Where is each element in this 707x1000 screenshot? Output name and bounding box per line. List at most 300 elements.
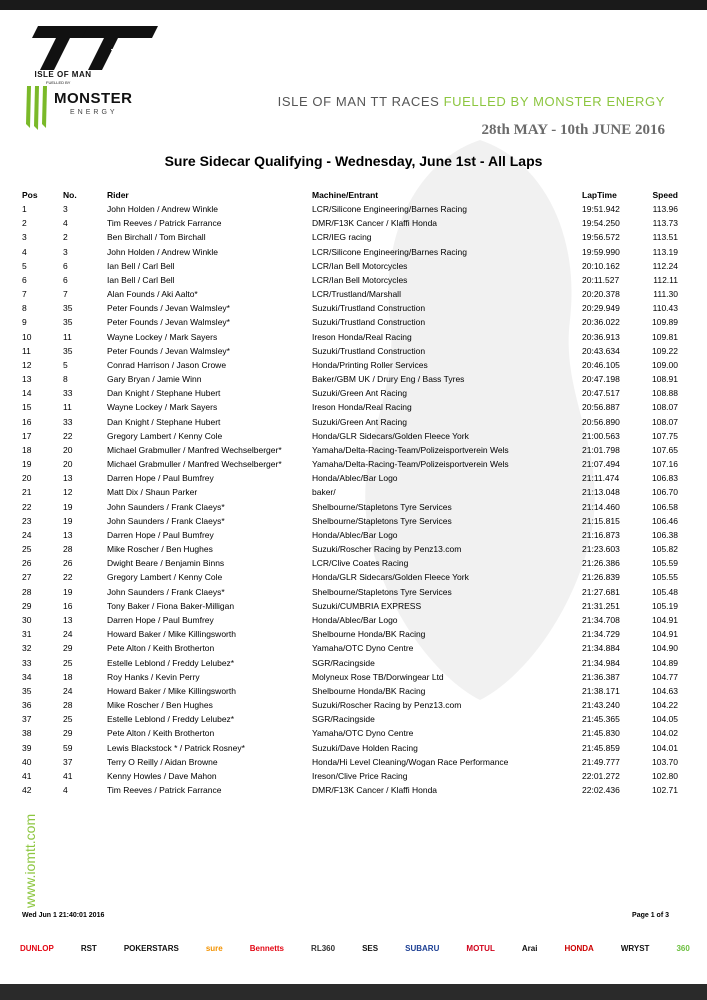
cell-speed: 105.82 [652,544,678,555]
monster-claw-icon [24,84,50,130]
cell-speed: 102.71 [652,785,678,796]
cell-rider: Gary Bryan / Jamie Winn [107,374,202,385]
table-row [0,443,707,457]
cell-pos: 10 [22,331,32,342]
col-header-pos: Pos [22,190,38,200]
cell-rider: Terry O Reilly / Aidan Browne [107,756,218,767]
cell-laptime: 21:38.171 [582,685,620,696]
cell-laptime: 21:11.474 [582,473,620,484]
sponsor-logo: HONDA [564,943,594,953]
table-row [0,386,707,400]
cell-speed: 111.30 [653,289,678,300]
table-row [0,712,707,726]
cell-pos: 7 [22,289,27,300]
cell-machine: LCR/Silicone Engineering/Barnes Racing [312,204,467,214]
cell-number: 5 [63,359,68,370]
cell-speed: 109.81 [652,331,678,342]
cell-pos: 21 [22,487,32,498]
sponsor-logo: 360 [676,943,690,953]
cell-laptime: 21:07.494 [582,459,620,470]
cell-number: 20 [63,459,73,470]
cell-laptime: 20:20.378 [582,289,620,300]
cell-laptime: 21:49.777 [582,756,620,767]
cell-pos: 8 [22,303,27,314]
cell-rider: John Saunders / Frank Claeys* [107,586,225,597]
cell-machine: LCR/Silicone Engineering/Barnes Racing [312,246,467,257]
cell-speed: 109.22 [652,345,678,356]
cell-number: 13 [63,529,73,540]
cell-rider: Darren Hope / Paul Bumfrey [107,529,214,540]
table-row [0,216,707,230]
cell-speed: 106.70 [652,487,678,498]
cell-machine: baker/ [312,487,336,498]
cell-rider: Roy Hanks / Kevin Perry [107,671,200,682]
cell-pos: 30 [22,614,32,625]
website-url: www.iomtt.com [22,813,38,908]
isle-of-man-label: ISLE OF MAN [34,70,92,79]
cell-laptime: 20:10.162 [582,260,620,271]
cell-number: 13 [63,614,73,625]
cell-machine: Honda/GLR Sidecars/Golden Fleece York [312,572,469,583]
cell-number: 24 [63,685,73,696]
cell-machine: Suzuki/Roscher Racing by Penz13.com [312,700,462,711]
table-row [0,698,707,712]
sponsor-logo: RST [80,943,97,953]
table-row [0,542,707,556]
cell-laptime: 20:56.887 [582,402,620,413]
cell-rider: Estelle Leblond / Freddy Lelubez* [107,657,235,668]
cell-pos: 35 [22,685,32,696]
event-dates: 28th MAY - 10th JUNE 2016 [481,122,665,138]
cell-machine: Yamaha/Delta-Racing-Team/Polizeisportverein Wels [312,444,509,455]
cell-rider: Conrad Harrison / Jason Crowe [107,359,227,370]
cell-rider: John Holden / Andrew Winkle [107,204,219,214]
cell-pos: 40 [22,756,32,767]
cell-machine: Ireson Honda/Real Racing [312,331,412,342]
cell-rider: John Holden / Andrew Winkle [107,246,219,257]
col-header-machine: Machine/Entrant [312,190,379,200]
table-row [0,670,707,684]
cell-number: 4 [63,218,68,229]
cell-number: 41 [63,770,73,781]
cell-speed: 109.00 [652,359,678,370]
results-table [0,188,707,797]
cell-pos: 41 [22,770,32,781]
cell-laptime: 19:59.990 [582,246,620,257]
cell-number: 22 [63,572,73,583]
cell-pos: 18 [22,444,32,455]
cell-speed: 105.59 [652,558,678,569]
cell-pos: 26 [22,558,32,569]
cell-number: 25 [63,714,73,725]
cell-speed: 104.05 [652,714,678,725]
cell-rider: John Saunders / Frank Claeys* [107,501,225,512]
cell-laptime: 19:56.572 [582,232,620,243]
cell-machine: Suzuki/Green Ant Racing [312,388,407,399]
website-vertical-text [9,800,43,910]
cell-rider: Wayne Lockey / Mark Sayers [107,402,218,413]
cell-rider: Peter Founds / Jevan Walmsley* [107,303,230,314]
table-row [0,485,707,499]
cell-pos: 9 [22,317,27,328]
cell-machine: LCR/Ian Bell Motorcycles [312,274,408,285]
cell-speed: 104.77 [652,671,678,682]
footer-timestamp: Wed Jun 1 21:40:01 2016 [22,912,105,919]
cell-number: 29 [63,643,73,654]
table-row [0,500,707,514]
table-row [0,400,707,414]
table-row [0,726,707,740]
cell-pos: 24 [22,529,32,540]
table-row [0,202,707,216]
cell-pos: 2 [22,218,27,229]
cell-number: 33 [63,388,73,399]
cell-number: 35 [63,317,73,328]
cell-rider: Howard Baker / Mike Killingsworth [107,629,236,640]
cell-rider: Pete Alton / Keith Brotherton [107,728,215,739]
cell-number: 18 [63,671,73,682]
cell-speed: 108.91 [652,374,678,385]
cell-pos: 29 [22,600,32,611]
cell-speed: 109.89 [652,317,678,328]
table-row [0,599,707,613]
table-row [0,514,707,528]
sponsor-logo: MOTUL [466,943,495,953]
table-row [0,415,707,429]
cell-machine: LCR/Clive Coates Racing [312,558,409,569]
cell-machine: Honda/Ablec/Bar Logo [312,614,398,625]
cell-speed: 108.07 [652,402,678,413]
cell-number: 35 [63,345,73,356]
cell-rider: Lewis Blackstock * / Patrick Rosney* [107,742,245,753]
table-row [0,741,707,755]
cell-laptime: 20:47.517 [582,388,620,399]
cell-machine: SGR/Racingside [312,714,375,725]
cell-number: 26 [63,558,73,569]
cell-number: 6 [63,260,68,271]
cell-laptime: 21:16.873 [582,529,620,540]
cell-machine: Honda/GLR Sidecars/Golden Fleece York [312,430,469,441]
cell-laptime: 21:23.603 [582,544,620,555]
col-header-no: No. [63,190,77,200]
cell-laptime: 20:36.913 [582,331,620,342]
cell-machine: Honda/Ablec/Bar Logo [312,473,398,484]
cell-speed: 113.19 [652,246,678,257]
cell-speed: 104.22 [652,700,678,711]
cell-number: 37 [63,756,73,767]
table-row [0,344,707,358]
table-row [0,245,707,259]
cell-number: 3 [63,246,68,257]
cell-machine: Honda/Ablec/Bar Logo [312,529,398,540]
cell-number: 6 [63,274,68,285]
logo-tt-text: TT [111,48,124,59]
cell-pos: 28 [22,586,32,597]
cell-speed: 107.65 [652,444,678,455]
col-header-laptime: LapTime [582,190,617,200]
cell-pos: 3 [22,232,27,243]
cell-rider: Ian Bell / Carl Bell [107,274,175,285]
cell-machine: Suzuki/CUMBRIA EXPRESS [312,600,422,611]
cell-laptime: 21:34.884 [582,643,620,654]
cell-speed: 113.96 [652,204,678,214]
cell-pos: 11 [22,345,31,356]
cell-number: 7 [63,289,68,300]
sponsor-logo: RL360 [311,943,336,953]
cell-rider: Kenny Howles / Dave Mahon [107,770,217,781]
cell-speed: 104.02 [652,728,678,739]
cell-machine: Shelbourne/Stapletons Tyre Services [312,586,452,597]
cell-number: 20 [63,444,73,455]
cell-number: 11 [63,331,72,342]
cell-rider: Gregory Lambert / Kenny Cole [107,572,223,583]
cell-rider: Howard Baker / Mike Killingsworth [107,685,236,696]
cell-rider: Darren Hope / Paul Bumfrey [107,614,214,625]
event-title-main: ISLE OF MAN TT RACES [277,94,444,109]
cell-pos: 12 [22,359,32,370]
cell-speed: 105.55 [652,572,678,583]
cell-machine: Shelbourne/Stapletons Tyre Services [312,515,452,526]
cell-machine: Suzuki/Trustland Construction [312,303,426,314]
table-row [0,641,707,655]
cell-laptime: 20:36.022 [582,317,620,328]
monster-logo-text: MONSTER [54,90,133,107]
cell-laptime: 21:45.830 [582,728,620,739]
cell-machine: Honda/Printing Roller Services [312,359,428,370]
table-row [0,457,707,471]
cell-number: 28 [63,544,73,555]
cell-speed: 113.51 [652,232,678,243]
cell-rider: Peter Founds / Jevan Walmsley* [107,317,230,328]
cell-machine: Yamaha/OTC Dyno Centre [312,728,414,739]
cell-machine: Molyneux Rose TB/Dorwingear Ltd [312,671,444,682]
cell-number: 28 [63,700,73,711]
cell-speed: 106.83 [652,473,678,484]
cell-laptime: 21:34.984 [582,657,620,668]
table-row [0,259,707,273]
cell-number: 22 [63,430,73,441]
cell-speed: 108.07 [652,416,678,427]
cell-number: 4 [63,785,68,796]
sponsor-logo: Bennetts [249,943,285,953]
cell-machine: LCR/IEG racing [312,232,372,243]
cell-number: 29 [63,728,73,739]
cell-pos: 13 [22,374,32,385]
sponsor-logo: SUBARU [405,943,440,953]
fuelled-by-label: FUELLED BY [46,80,71,85]
table-row [0,769,707,783]
cell-machine: LCR/Trustland/Marshall [312,289,401,300]
cell-number: 3 [63,204,68,214]
table-row [0,570,707,584]
cell-rider: Dwight Beare / Benjamin Binns [107,558,225,569]
cell-speed: 105.19 [652,600,678,611]
table-row [0,315,707,329]
cell-pos: 34 [22,671,32,682]
cell-pos: 15 [22,402,32,413]
cell-laptime: 20:11.527 [582,274,620,285]
cell-pos: 32 [22,643,32,654]
cell-laptime: 21:43.240 [582,700,620,711]
cell-rider: Dan Knight / Stephane Hubert [107,416,221,427]
cell-machine: Suzuki/Dave Holden Racing [312,742,418,753]
cell-speed: 110.43 [652,303,678,314]
cell-rider: Tony Baker / Fiona Baker-Milligan [107,600,235,611]
table-row [0,273,707,287]
cell-machine: DMR/F13K Cancer / Klaffi Honda [312,785,438,796]
cell-speed: 105.48 [652,586,678,597]
cell-machine: LCR/Ian Bell Motorcycles [312,260,408,271]
cell-number: 25 [63,657,73,668]
footer-page-number: Page 1 of 3 [632,912,669,919]
cell-speed: 104.01 [652,742,678,753]
cell-pos: 1 [22,204,27,214]
cell-laptime: 21:01.798 [582,444,620,455]
cell-pos: 33 [22,657,32,668]
cell-rider: Tim Reeves / Patrick Farrance [107,785,222,796]
top-bar [0,0,707,10]
cell-speed: 106.58 [652,501,678,512]
cell-laptime: 21:45.365 [582,714,620,725]
cell-speed: 112.24 [652,260,678,271]
cell-number: 8 [63,374,68,385]
cell-machine: Yamaha/OTC Dyno Centre [312,643,414,654]
cell-laptime: 21:36.387 [582,671,620,682]
sponsor-bar [20,931,690,965]
table-row [0,301,707,315]
cell-pos: 16 [22,416,32,427]
cell-laptime: 21:45.859 [582,742,620,753]
cell-number: 19 [63,501,73,512]
cell-speed: 104.89 [652,657,678,668]
cell-pos: 36 [22,700,32,711]
cell-pos: 25 [22,544,32,555]
cell-laptime: 21:34.708 [582,614,620,625]
cell-rider: Pete Alton / Keith Brotherton [107,643,215,654]
cell-laptime: 20:56.890 [582,416,620,427]
cell-speed: 113.73 [652,218,678,229]
cell-number: 19 [63,515,73,526]
cell-machine: Shelbourne Honda/BK Racing [312,685,426,696]
table-header-row [0,188,707,202]
cell-speed: 103.70 [652,756,678,767]
sponsor-logo: WRYST [620,943,650,953]
cell-laptime: 21:26.839 [582,572,620,583]
cell-rider: Matt Dix / Shaun Parker [107,487,198,498]
table-row [0,287,707,301]
cell-machine: SGR/Racingside [312,657,375,668]
cell-machine: Ireson Honda/Real Racing [312,402,412,413]
cell-rider: Dan Knight / Stephane Hubert [107,388,221,399]
table-row [0,230,707,244]
cell-machine: Ireson/Clive Price Racing [312,770,408,781]
cell-pos: 20 [22,473,32,484]
cell-number: 24 [63,629,73,640]
table-row [0,471,707,485]
cell-pos: 17 [22,430,32,441]
cell-laptime: 20:46.105 [582,359,620,370]
cell-rider: Darren Hope / Paul Bumfrey [107,473,214,484]
sponsor-logo: sure [205,943,223,953]
cell-speed: 106.46 [652,515,678,526]
cell-pos: 5 [22,260,27,271]
table-row [0,528,707,542]
cell-speed: 104.63 [652,685,678,696]
cell-number: 35 [63,303,73,314]
cell-laptime: 19:51.942 [582,204,620,214]
cell-laptime: 21:26.386 [582,558,620,569]
cell-rider: Michael Grabmuller / Manfred Wechselberger* [107,459,282,470]
col-header-speed: Speed [652,190,678,200]
table-row [0,783,707,797]
cell-rider: Tim Reeves / Patrick Farrance [107,218,222,229]
cell-pos: 39 [22,742,32,753]
cell-speed: 107.16 [652,459,678,470]
cell-rider: Mike Roscher / Ben Hughes [107,544,213,555]
cell-rider: Ben Birchall / Tom Birchall [107,232,206,243]
cell-machine: Shelbourne Honda/BK Racing [312,629,426,640]
sponsor-logo: POKERSTARS [123,943,179,953]
cell-laptime: 21:14.460 [582,501,620,512]
cell-machine: Suzuki/Trustland Construction [312,317,426,328]
cell-number: 11 [63,402,72,413]
cell-laptime: 22:01.272 [582,770,620,781]
cell-number: 2 [63,232,68,243]
sponsor-logo: SES [362,943,379,953]
table-row [0,372,707,386]
cell-laptime: 20:43.634 [582,345,620,356]
cell-pos: 42 [22,785,32,796]
event-title-accent: FUELLED BY MONSTER ENERGY [443,94,665,109]
cell-machine: Suzuki/Green Ant Racing [312,416,407,427]
cell-machine: Baker/GBM UK / Drury Eng / Bass Tyres [312,374,465,385]
table-row [0,556,707,570]
tt-logo-icon [18,18,168,78]
cell-speed: 108.88 [652,388,678,399]
cell-machine: Yamaha/Delta-Racing-Team/Polizeisportverein Wels [312,459,509,470]
cell-machine: Suzuki/Roscher Racing by Penz13.com [312,544,462,555]
cell-laptime: 20:47.198 [582,374,620,385]
cell-speed: 106.38 [652,529,678,540]
event-title [278,94,665,109]
cell-speed: 104.91 [652,614,678,625]
cell-pos: 6 [22,274,27,285]
table-row [0,684,707,698]
cell-rider: Gregory Lambert / Kenny Cole [107,430,223,441]
table-row [0,613,707,627]
cell-number: 16 [63,600,73,611]
cell-laptime: 21:31.251 [582,600,620,611]
cell-speed: 112.11 [653,274,678,285]
table-row [0,358,707,372]
cell-machine: Suzuki/Trustland Construction [312,345,426,356]
cell-pos: 22 [22,501,32,512]
cell-machine: Shelbourne/Stapletons Tyre Services [312,501,452,512]
table-row [0,627,707,641]
cell-laptime: 21:34.729 [582,629,620,640]
cell-machine: DMR/F13K Cancer / Klaffi Honda [312,218,438,229]
col-header-rider: Rider [107,190,129,200]
cell-pos: 37 [22,714,32,725]
cell-number: 33 [63,416,73,427]
cell-pos: 19 [22,459,32,470]
cell-rider: Peter Founds / Jevan Walmsley* [107,345,230,356]
cell-speed: 102.80 [652,770,678,781]
cell-number: 19 [63,586,73,597]
cell-pos: 31 [22,629,32,640]
cell-speed: 107.75 [652,430,678,441]
cell-rider: Michael Grabmuller / Manfred Wechselberger* [107,444,282,455]
